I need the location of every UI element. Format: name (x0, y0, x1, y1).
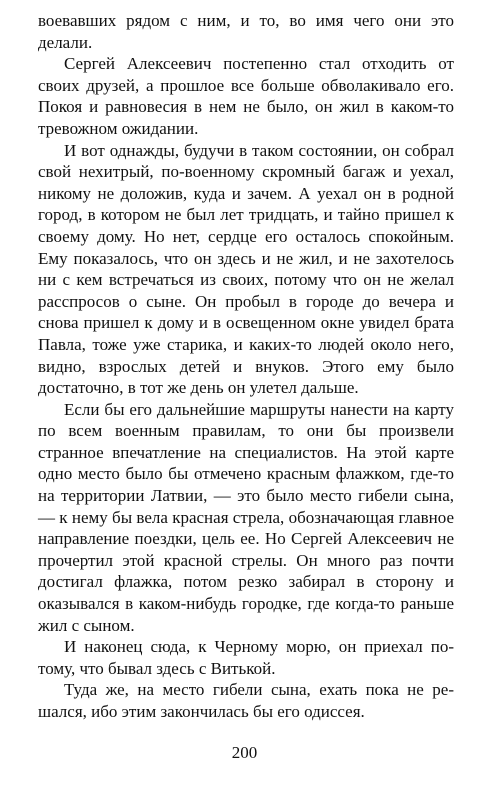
paragraph-3: Если бы его дальнейшие маршруты нанести на карту по всем военным правилам, то они бы произвели странное впечатление на специалистов. На этой карте одно место было бы отмечено красным флажком, где-то на территории Латвии, — это было место гибели сына, — к нему бы вела красная стрела, обозначающая главное направление поездки, цель ее. Но Сергей Алексеевич не прочертил этой красной стрелы. Он много раз почти достигал флажка, потом резко забирал в сторону и оказывался в каком-нибудь городке, где когда-то раньше жил с сыном. (38, 399, 454, 635)
paragraph-2: И вот однажды, будучи в таком состоянии, он собрал свой нехитрый, по-военному скромный багаж и уехал, никому не доложив, куда и зачем. А уехал он в родной город, в котором не был лет тридцать, и тайно пришел к своему дому. Но нет, сердце его осталось спокойным. Ему показалось, что он здесь и не жил, и не захотелось ни с кем встречаться из своих, потому что он не желал расспросов о сыне. Он пробыл в городе до вечера и снова пришел к дому и в освещенном окне увидел брата Павла, тоже уже старика, и каких-то людей около него, видно, взрослых детей и внуков. Этого ему было достаточно, в тот же день он улетел дальше. (38, 140, 454, 398)
page-body (38, 10, 454, 723)
paragraph-1: Сергей Алексеевич постепенно стал отходить от своих друзей, а прошлое все больше обволакивало его. Покоя и равновесия в нем не было, он жил в каком-то тревожном ожидании. (38, 54, 454, 138)
paragraph-5: Туда же, на место гибели сына, ехать пока не решался, ибо этим закончилась бы его одиссея. (38, 680, 454, 721)
paragraph-continuation: воевавших рядом с ним, и то, во имя чего они это делали. (38, 11, 454, 52)
paragraph-4: И наконец сюда, к Черному морю, он приехал потому, что бывал здесь с Витькой. (38, 637, 454, 678)
page-number: 200 (231, 743, 258, 762)
